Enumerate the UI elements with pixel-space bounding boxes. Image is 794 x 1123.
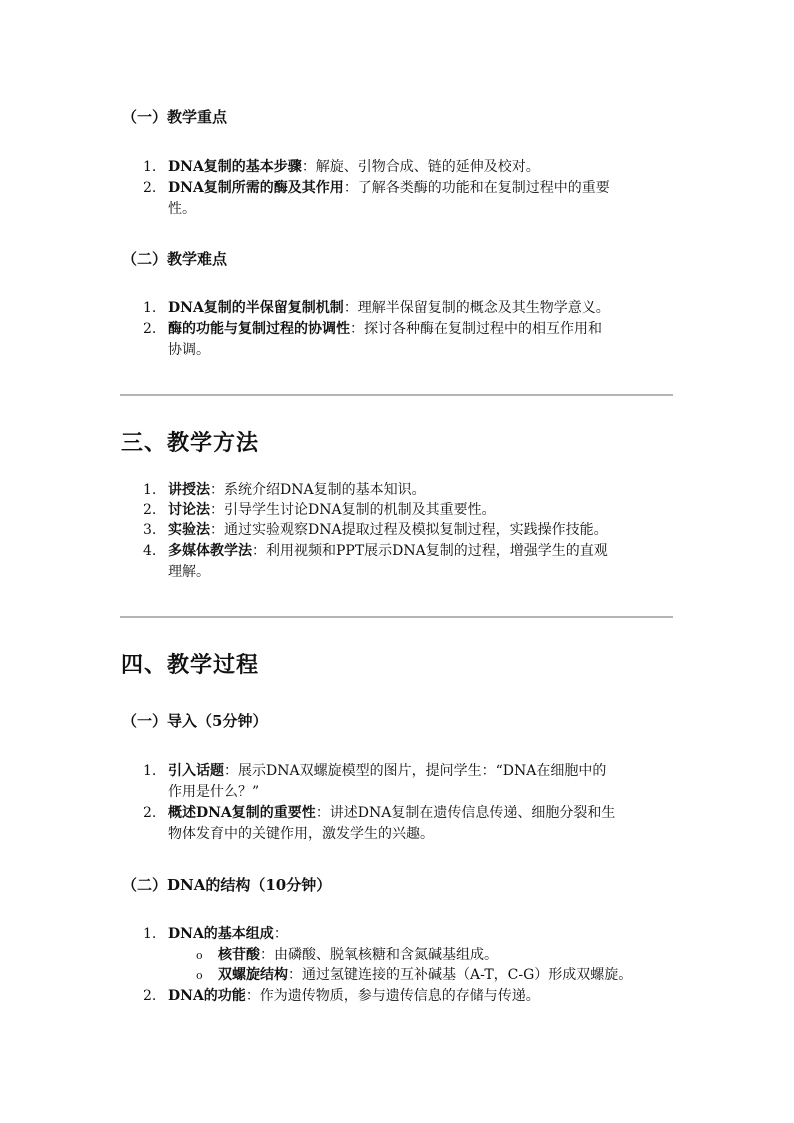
sub-list-item: o 核苷酸：由磷酸、脱氧核糖和含氮碱基组成。 [196, 945, 498, 966]
list-item: 1. DNA复制的基本步骤：解旋、引物合成、链的延伸及校对。 [143, 159, 540, 175]
circle-bullet-icon: o [196, 969, 203, 982]
list-item: 1. DNA的基本组成： [143, 926, 288, 942]
list-item: 2. DNA复制所需的酶及其作用：了解各类酶的功能和在复制过程中的重要 性。 [143, 180, 610, 217]
list-item: 2. 讨论法：引导学生讨论DNA复制的机制及其重要性。 [143, 502, 496, 518]
list-item: 2. DNA的功能：作为遗传物质，参与遗传信息的存储与传递。 [143, 988, 540, 1004]
list-item: 4. 多媒体教学法：利用视频和PPT展示DNA复制的过程，增强学生的直观 理解。 [143, 543, 608, 580]
section-title-teaching-methods: 三、教学方法 [121, 430, 260, 456]
list-item: 1. 讲授法：系统介绍DNA复制的基本知识。 [143, 482, 426, 498]
section-heading-difficult-points: （二）教学难点 [122, 250, 228, 268]
section-heading-key-points: （一）教学重点 [122, 108, 228, 126]
list-item: 1. DNA复制的半保留复制机制：理解半保留复制的概念及其生物学意义。 [143, 300, 610, 316]
divider [120, 616, 673, 618]
section-heading-intro: （一）导入（5分钟） [122, 712, 268, 730]
sub-list-item: o 双螺旋结构：通过氢键连接的互补碱基（A-T，C-G）形成双螺旋。 [196, 965, 632, 986]
list-item: 1. 引入话题：展示DNA双螺旋模型的图片，提问学生：“DNA在细胞中的 作用是什么？” [143, 763, 607, 800]
list-item: 3. 实验法：通过实验观察DNA提取过程及模拟复制过程，实践操作技能。 [143, 522, 608, 538]
circle-bullet-icon: o [196, 949, 203, 962]
divider [120, 394, 673, 396]
section-heading-dna-structure: （二）DNA的结构（10分钟） [122, 876, 332, 894]
list-item: 2. 酶的功能与复制过程的协调性：探讨各种酶在复制过程中的相互作用和 协调。 [143, 321, 602, 358]
section-title-teaching-process: 四、教学过程 [121, 652, 260, 678]
list-item: 2. 概述DNA复制的重要性：讲述DNA复制在遗传信息传递、细胞分裂和生 物体发育中的关键作用，激发学生的兴趣。 [143, 805, 616, 842]
